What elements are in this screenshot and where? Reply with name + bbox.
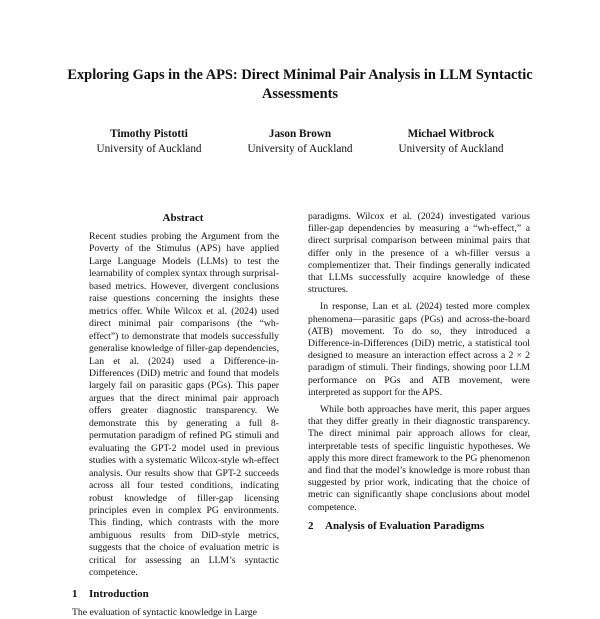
author-block [64,127,234,157]
section-number: 2 [308,519,314,532]
introduction-first-line: The evaluation of syntactic knowledge in Large [72,606,257,618]
author-block [366,127,536,157]
author-name: Jason Brown [268,128,332,140]
abstract-heading: Abstract [162,212,204,224]
left-column [72,211,294,619]
section-title: Analysis of Evaluation Paradigms [325,519,485,532]
author-affiliation: University of Auckland [398,143,504,155]
body-paragraph: In response, Lan et al. (2024) tested more complex phenomena—parasitic gaps (PGs) and across-the-board (ATB) movement. To do so, they introduced a Difference-in-Differences (DiD) metric, a statistical tool designed to measure an interaction effect across a 2 × 2 paradigm of stimuli. Their findings, showing poor LLM performance on PGs and ATB movement, were interpreted as support for the APS. [308,301,530,398]
paper-title: Exploring Gaps in the APS: Direct Minimal Pair Analysis in LLM Syntactic Assessments [67,67,533,102]
section-heading-introduction [72,587,294,601]
right-column [308,211,530,533]
abstract-text: Recent studies probing the Argument from the Poverty of the Stimulus (APS) have applied Large Language Models (LLMs) to test the learnability of complex syntax through surprisal-based metrics. However, divergent conclusions raise questions concerning the insights these metrics offer. While Wilcox et al. (2024) used direct minimal pair comparisons (the “wh-effect”) to demonstrate that models successfully generalise knowledge of filler-gap dependencies, Lan et al. (2024) used a Difference-in-Differences (DiD) metric and found that models largely fail on parasitic gaps (PGs). This paper argues that the direct minimal pair approach offers greater diagnostic transparency. We demonstrate this by generating a full 8-permutation paradigm of refined PG stimuli and evaluating the GPT-2 model used in previous studies with a systematic Wilcox-style wh-effect analysis. Our results show that GPT-2 succeeds across all four tested conditions, indicating robust knowledge of filler-gap licensing principles even in complex PG environments. This finding, which contrasts with the more ambiguous results from DiD-style metrics, suggests that the choice of evaluation metric is critical for assessing an LLM’s syntactic competence. [89,231,279,579]
author-block [215,127,385,157]
author-affiliation: University of Auckland [96,143,202,155]
body-paragraph: paradigms. Wilcox et al. (2024) investigated various filler-gap dependencies by measuring a “wh-effect,” a direct surprisal comparison between minimal pairs that differ only in the presence of a wh-filler versus a complementizer that. Their findings generally indicated that LLMs successfully acquire knowledge of these structures. [308,211,530,296]
section-number: 1 [72,587,78,600]
author-name: Timothy Pistotti [110,128,188,140]
author-name: Michael Witbrock [407,128,495,140]
author-affiliation: University of Auckland [247,143,353,155]
body-paragraph: While both approaches have merit, this paper argues that they differ greatly in their diagnostic transparency. The direct minimal pair approach allows for clear, interpretable tests of specific linguistic hypotheses. We apply this more direct framework to the PG phenomenon and find that the model’s knowledge is more robust than suggested by prior work, indicating that the choice of metric can significantly shape conclusions about model competence. [308,404,530,513]
section-heading-analysis [308,519,530,533]
section-title: Introduction [89,587,149,600]
